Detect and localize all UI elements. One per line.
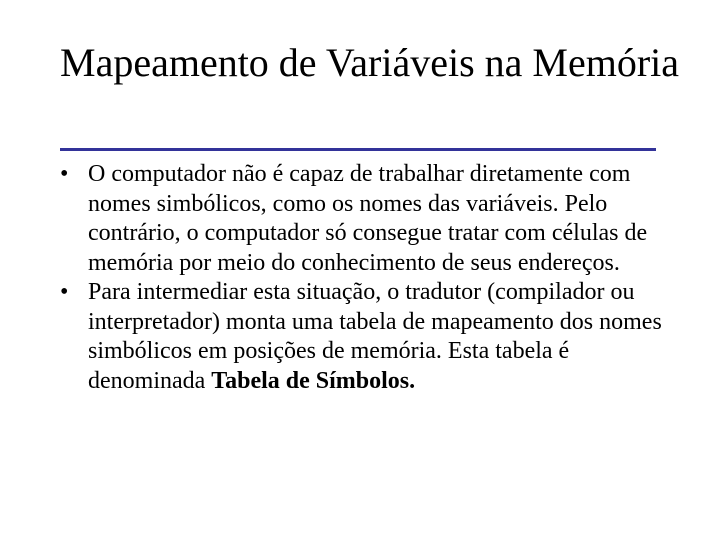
bullet-item-1 [60,160,690,278]
slide-body [60,160,690,396]
bullet-text: O computador não é capaz de trabalhar diretamente com nomes simbólicos, como os nomes das variáveis. Pelo contrário, o computador só consegue tratar com células de memória por meio do conhecimento de seus endereços. [88,161,648,276]
bullet-text: Para intermediar esta situação, o tradutor (compilador ou interpretador) monta uma tabela de mapeamento dos nomes simbólicos em posições de memória. Esta tabela é denominada [88,279,662,394]
slide-title: Mapeamento de Variáveis na Memória [60,40,680,85]
bullet-bold-text: Tabela de Símbolos. [211,367,416,394]
bullet-marker: • [60,161,69,187]
bullet-item-2 [60,278,690,396]
title-divider [60,148,656,151]
bullet-marker: • [60,279,69,305]
